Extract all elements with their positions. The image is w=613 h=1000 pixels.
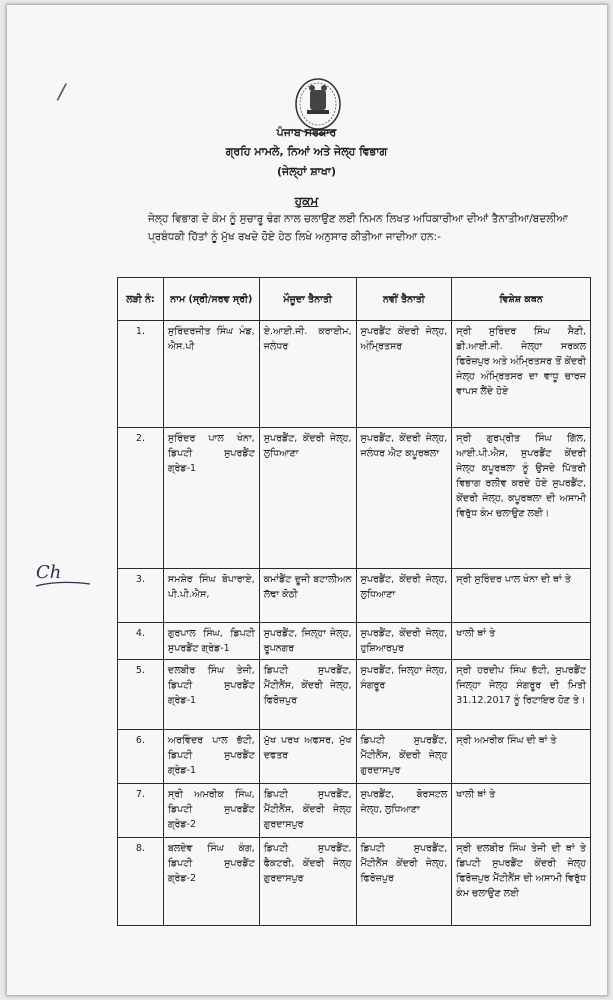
cell-name: ਸੁਰਿੰਦਰਜੀਤ ਸਿੰਘ ਮੰਡ, ਐਸ.ਪੀ (163, 321, 259, 428)
cell-sn: 1. (118, 321, 164, 428)
cell-new: ਸੁਪਰਡੈਂਟ, ਕੇਂਦਰੀ ਜੇਲ੍ਹ, ਹੁਸ਼ਿਆਰਪੁਰ (356, 623, 452, 660)
cell-sn: 3. (118, 569, 164, 623)
table-row (118, 623, 591, 660)
cell-current: ਕਮਾਂਡੈਂਟ ਦੂਜੀ ਬਟਾਲੀਅਨ ਲੱਢਾ ਕੋਠੀ (259, 569, 356, 623)
cell-current: ਏ.ਆਈ.ਜੀ. ਕਰਾਈਮ, ਜਲੰਧਰ (259, 321, 356, 428)
cell-name: ਬਲਦੇਵ ਸਿੰਘ ਕੰਗ, ਡਿਪਟੀ ਸੁਪਰਡੈਂਟ ਗ੍ਰੇਡ-2 (163, 838, 259, 926)
branch-name: (ਜੇਲ੍ਹਾਂ ਸ਼ਾਖਾ) (277, 165, 336, 178)
cell-new: ਸੁਪਰਡੈਂਟ, ਕੇਂਦਰੀ ਜੇਲ੍ਹ, ਜਲੰਧਰ ਐਟ ਕਪੂਰਥਲਾ (356, 428, 452, 569)
col-header-remarks: ਵਿਸ਼ੇਸ਼ ਕਥਨ (452, 278, 591, 321)
intro-paragraph: ਜੇਲ੍ਹ ਵਿਭਾਗ ਦੇ ਕੰਮ ਨੂੰ ਸੁਚਾਰੂ ਢੰਗ ਨਾਲ ਚਲਾਉਣ ਲਈ ਨਿਮਨ ਲਿਖਤ ਅਧਿਕਾਰੀਆ ਦੀਆਂ ਤੈਨਾਤੀਆ/ਬਦਲੀਆ ਪ੍ਰਬੰਧਕੀ ਹਿੱਤਾਂ ਨੂੰ ਮੁੱਖ ਰਖਦੇ ਹੋਏ ਹੇਠ ਲਿਖੇ ਅਨੁਸਾਰ ਕੀਤੀਆ ਜਾਦੀਆ ਹਨ:- (148, 213, 568, 243)
col-header-name: ਨਾਮ (ਸ੍ਰੀ/ਸਰਵ ਸ੍ਰੀ) (163, 278, 259, 321)
cell-new: ਡਿਪਟੀ ਸੁਪਰਡੈਂਟ, ਮੈਂਟੀਨੈਂਸ ਕੇਂਦਰੀ ਜੇਲ੍ਹ, ਫਿਰੋਜ਼ਪੁਰ (356, 838, 452, 926)
cell-remarks: ਸ੍ਰੀ ਅਮਰੀਕ ਸਿੰਘ ਦੀ ਥਾਂ ਤੇ (452, 730, 591, 784)
cell-sn: 7. (118, 784, 164, 838)
department-name: ਗ੍ਰਹਿ ਮਾਮਲੇ, ਨਿਆਂ ਅਤੇ ਜੇਲ੍ਹ ਵਿਭਾਗ (225, 145, 388, 158)
initial-underline (34, 578, 94, 590)
cell-sn: 4. (118, 623, 164, 660)
cell-name: ਦਲਬੀਰ ਸਿੰਘ ਤੇਜੀ, ਡਿਪਟੀ ਸੁਪਰਡੈਂਟ ਗ੍ਰੇਡ-1 (163, 660, 259, 730)
cell-name: ਗੁਰਪਾਲ ਸਿੰਘ, ਡਿਪਟੀ ਸੁਪਰਡੈਂਟ ਗ੍ਰੇਡ-1 (163, 623, 259, 660)
cell-remarks: ਸ੍ਰੀ ਹਰਦੀਪ ਸਿੰਘ ਭੱਟੀ, ਸੁਪਰਡੈਂਟ ਜਿਲ੍ਹਾ ਜੇਲ੍ਹ ਸੰਗਰੂਰ ਦੀ ਮਿਤੀ 31.12.2017 ਨੂੰ ਰਿਟਾਇਰ ਹੋਣ ਤੇ। (452, 660, 591, 730)
cell-remarks: ਖਾਲੀ ਥਾਂ ਤੇ (452, 784, 591, 838)
cell-remarks: ਸ੍ਰੀ ਦਲਬੀਰ ਸਿੰਘ ਤੇਜੀ ਦੀ ਥਾਂ ਤੇ ਡਿਪਟੀ ਸੁਪਰਡੈਂਟ ਕੇਂਦਰੀ ਜੇਲ੍ਹ ਫਿਰੋਜ਼ਪੁਰ ਮੈਂਟੀਨੈਂਸ ਦੀ ਅਸਾਮੀ ਵਿਰੁੱਧ ਕੰਮ ਚਲਾਉਣ ਲਈ (452, 838, 591, 926)
cell-sn: 6. (118, 730, 164, 784)
cell-current: ਡਿਪਟੀ ਸੁਪਰਡੈਂਟ, ਮੈਂਟੀਨੈਂਸ, ਕੇਂਦਰੀ ਜੇਲ੍ਹ, ਫਿਰੋਜ਼ਪੁਰ (259, 660, 356, 730)
cell-current: ਡਿਪਟੀ ਸੁਪਰਡੈਂਟ, ਫੈਕਟਰੀ, ਕੇਂਦਰੀ ਜੇਲ੍ਹ ਗੁਰਦਾਸਪੁਰ (259, 838, 356, 926)
cell-name: ਸ੍ਰੀ ਅਮਰੀਕ ਸਿੰਘ, ਡਿਪਟੀ ਸੁਪਰਡੈਂਟ ਗ੍ਰੇਡ-2 (163, 784, 259, 838)
col-header-new: ਨਵੀਂ ਤੈਨਾਤੀ (356, 278, 452, 321)
cell-sn: 2. (118, 428, 164, 569)
cell-new: ਸੁਪਰਡੈਂਟ, ਕੇਂਦਰੀ ਜੇਲ੍ਹ, ਲੁਧਿਆਣਾ (356, 569, 452, 623)
table-row (118, 660, 591, 730)
col-header-sn: ਲੜੀ ਨੰ: (118, 278, 164, 321)
order-title: ਹੁਕਮ (294, 194, 319, 208)
cell-remarks: ਸ੍ਰੀ ਸੁਰਿੰਦਰ ਪਾਲ ਖੰਨਾ ਦੀ ਥਾਂ ਤੇ (452, 569, 591, 623)
cell-remarks: ਸ੍ਰੀ ਗੁਰਪ੍ਰੀਤ ਸਿੰਘ ਗਿੱਲ, ਆਈ.ਪੀ.ਐਸ, ਸੁਪਰਡੈਂਟ ਕੇਂਦਰੀ ਜੇਲ੍ਹ ਕਪੂਰਥਲਾ ਨੂੰ ਉਸਦੇ ਪਿੱਤਰੀ ਵਿਭਾਗ ਰਲੀਵ ਕਰਦੇ ਹੋਏ ਸੁਪਰਡੈਂਟ, ਕੇਂਦਰੀ ਜੇਲ੍ਹ, ਕਪੂਰਥਲਾ ਦੀ ਅਸਾਮੀ ਵਿਰੁੱਧ ਕੰਮ ਚਲਾਉਣ ਲਈ। (452, 428, 591, 569)
cell-new: ਡਿਪਟੀ ਸੁਪਰਡੈਂਟ, ਮੈਂਟੀਨੈਂਸ, ਕੇਂਦਰੀ ਜੇਲ੍ਹ ਗੁਰਦਾਸਪੁਰ (356, 730, 452, 784)
cell-new: ਸੁਪਰਡੈਂਟ, ਬੋਰਸਟਲ ਜੇਲ੍ਹ, ਲੁਧਿਆਣਾ (356, 784, 452, 838)
table-row (118, 569, 591, 623)
cell-remarks: ਸ੍ਰੀ ਸੁਰਿੰਦਰ ਸਿੰਘ ਸੈਣੀ, ਡੀ.ਆਈ.ਜੀ. ਜੇਲ੍ਹਾ ਸਰਕਲ ਫਿਰੋਜ਼ਪੁਰ ਅਤੇ ਅੰਮ੍ਰਿਤਸਰ ਤੋਂ ਕੇਂਦਰੀ ਜੇਲ੍ਹ ਅੰਮ੍ਰਿਤਸਰ ਦਾ ਵਾਧੂ ਚਾਰਜ ਵਾਪਸ ਲੈਂਦੇ ਹੋਏ (452, 321, 591, 428)
cell-name: ਸੁਰਿੰਦਰ ਪਾਲ ਖੰਨਾ, ਡਿਪਟੀ ਸੁਪਰਡੈਂਟ ਗ੍ਰੇਡ-1 (163, 428, 259, 569)
govt-name: ਪੰਜਾਬ ਸਰਕਾਰ (276, 126, 337, 139)
cell-sn: 8. (118, 838, 164, 926)
table-row (118, 784, 591, 838)
cell-name: ਅਰਵਿੰਦਰ ਪਾਲ ਭੱਟੀ, ਡਿਪਟੀ ਸੁਪਰਡੈਂਟ ਗ੍ਰੇਡ-1 (163, 730, 259, 784)
transfer-table (117, 277, 591, 926)
cell-current: ਮੁੱਖ ਪਰਖ ਅਫਸਰ, ਮੁੱਖ ਦਫਤਰ (259, 730, 356, 784)
cell-current: ਡਿਪਟੀ ਸੁਪਰਡੈਂਟ, ਮੈਂਟੀਨੈਂਸ, ਕੇਂਦਰੀ ਜੇਲ੍ਹ ਗੁਰਦਾਸਪੁਰ (259, 784, 356, 838)
table-row (118, 838, 591, 926)
cell-current: ਸੁਪਰਡੈਂਟ, ਜਿਲ੍ਹਾ ਜੇਲ੍ਹ, ਰੂਪਨਗਰ (259, 623, 356, 660)
cell-new: ਸੁਪਰਡੈਂਟ ਕੇਂਦਰੀ ਜੇਲ੍ਹ, ਅੰਮ੍ਰਿਤਸਰ (356, 321, 452, 428)
col-header-current: ਮੌਜੂਦਾ ਤੈਨਾਤੀ (259, 278, 356, 321)
cell-remarks: ਖਾਲੀ ਥਾਂ ਤੇ (452, 623, 591, 660)
table-row (118, 321, 591, 428)
cell-name: ਸਮਸ਼ੇਰ ਸਿੰਘ ਬੋਪਾਰਾਏ, ਪੀ.ਪੀ.ਐਸ, (163, 569, 259, 623)
table-header-row (118, 278, 591, 321)
cell-current: ਸੁਪਰਡੈਂਟ, ਕੇਂਦਰੀ ਜੇਲ੍ਹ, ਲੁਧਿਆਣਾ (259, 428, 356, 569)
table-row (118, 730, 591, 784)
margin-stroke: / (55, 79, 68, 106)
margin-initial: Ch (36, 562, 62, 583)
table-row (118, 428, 591, 569)
cell-new: ਸੁਪਰਡੈਂਟ, ਜਿਲ੍ਹਾ ਜੇਲ੍ਹ, ਸੰਗਰੂਰ (356, 660, 452, 730)
cell-sn: 5. (118, 660, 164, 730)
